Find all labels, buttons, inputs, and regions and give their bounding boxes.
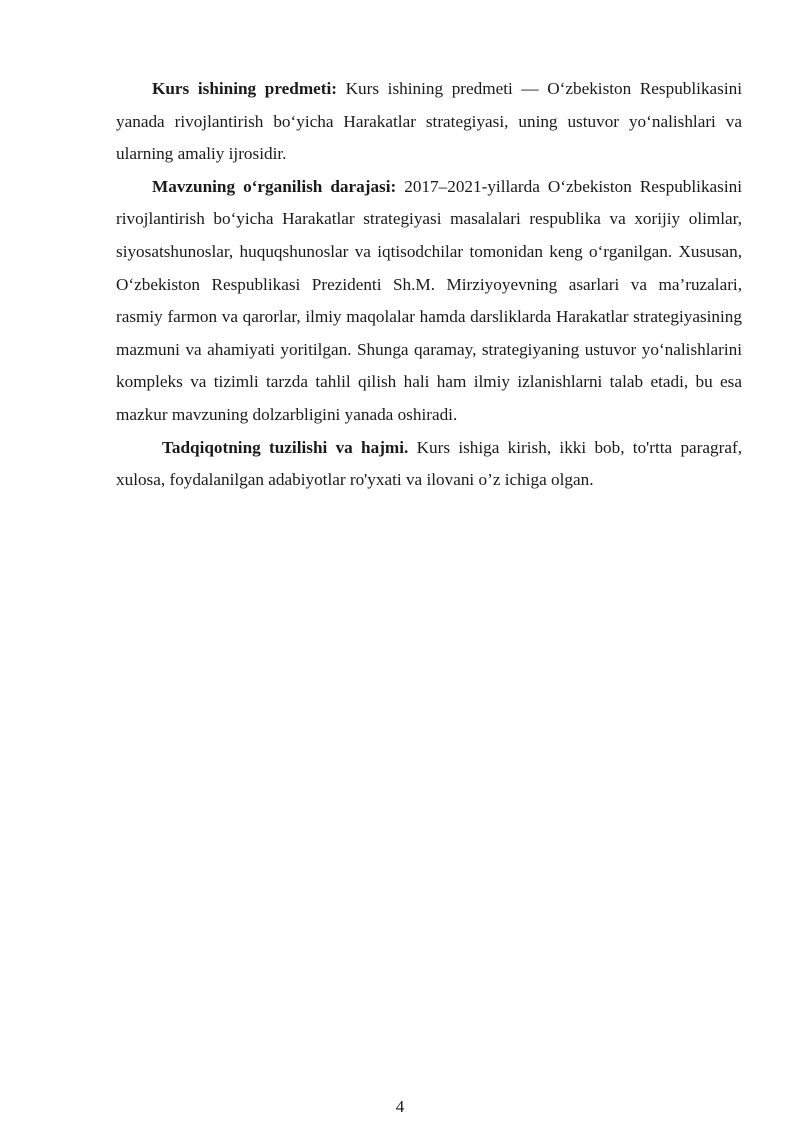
document-body bbox=[116, 73, 742, 497]
paragraph-subject bbox=[116, 73, 742, 171]
paragraph-text: Kurs ishining predmeti — O‘zbekiston Respublikasini yanada rivojlantirish bo‘yicha Harakatlar strategiyasi, uning ustuvor yo‘nalishlari va ularning amaliy ijrosidir. bbox=[116, 79, 743, 164]
paragraph-lead: Tadqiqotning tuzilishi va hajmi. bbox=[162, 437, 409, 457]
page-number: 4 bbox=[395, 1097, 405, 1116]
paragraph-lead: Mavzuning o‘rganilish darajasi: bbox=[152, 176, 397, 196]
paragraph-text: Kurs ishiga kirish, ikki bob, to'rtta paragraf, xulosa, foydalanilgan adabiyotlar ro'yxati va ilovani o’z ichiga olgan. bbox=[116, 437, 743, 490]
paragraph-study-level bbox=[116, 171, 742, 432]
paragraph-text: 2017–2021-yillarda O‘zbekiston Respublikasini rivojlantirish bo‘yicha Harakatlar strategiyasi masalalari respublika va xorijiy olimlar, siyosatshunoslar, huquqshunoslar va iqtisodchilar tomonidan keng o‘rganilgan. Xususan, O‘zbekiston Respublikasi Prezidenti Sh.M. Mirziyoyevning asarlari va ma’ruzalari, rasmiy farmon va qarorlar, ilmiy maqolalar hamda darsliklarda Harakatlar strategiyasining mazmuni va ahamiyati yoritilgan. Shunga qaramay, strategiyaning ustuvor yo‘nalishlarini kompleks va tizimli tarzda tahlil qilish hali ham ilmiy izlanishlarni talab etadi, bu esa mazkur mavzuning dolzarbligini yanada oshiradi. bbox=[116, 176, 743, 424]
paragraph-lead: Kurs ishining predmeti: bbox=[152, 79, 338, 98]
paragraph-structure bbox=[116, 432, 742, 497]
